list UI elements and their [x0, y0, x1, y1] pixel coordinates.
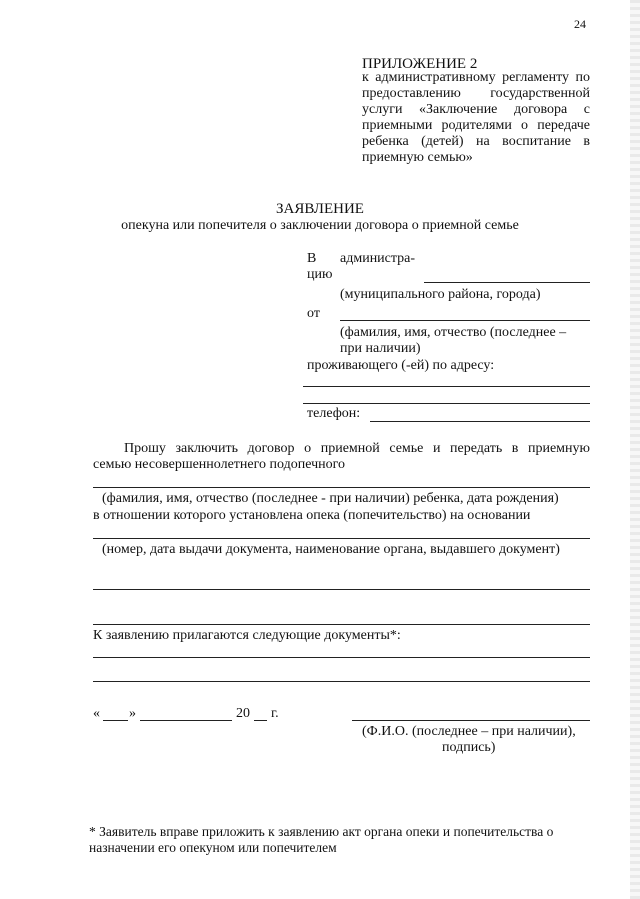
address-field-1[interactable] [303, 386, 590, 387]
request-line-1 [124, 441, 590, 457]
appendix-text [362, 70, 590, 166]
appendix-line: предоставлению государственной [362, 86, 590, 101]
date-year-field[interactable] [254, 720, 267, 721]
residing-label: проживающего (-ей) по адресу: [307, 358, 495, 373]
applicant-name-field[interactable] [340, 320, 590, 321]
date-close-quote: » [129, 706, 136, 721]
document-hint: (номер, дата выдачи документа, наименование органа, выдавшего документ) [102, 542, 560, 557]
from-hint-2: при наличии) [340, 341, 421, 356]
guardianship-basis: в отношении которого установлена опека (попечительство) на основании [93, 508, 531, 523]
year-prefix: 20 [236, 706, 250, 721]
attachments-field-1[interactable] [93, 657, 590, 658]
date-month-field[interactable] [140, 720, 232, 721]
address-field-2[interactable] [303, 403, 590, 404]
scan-edge [630, 0, 640, 899]
to-prefix: В [307, 251, 317, 266]
administration-field[interactable] [424, 282, 590, 283]
request-text: Прошу заключить договор о приемной семье и передать в приемную [124, 441, 590, 456]
appendix-line: к административному регламенту по [362, 70, 590, 85]
name-hint-1: (Ф.И.О. (последнее – при наличии), [362, 724, 576, 739]
footnote-line-2: назначении его опекуном или попечителем [89, 840, 337, 855]
extra-field-1[interactable] [93, 589, 590, 590]
extra-field-2[interactable] [93, 624, 590, 625]
appendix-line: услуги «Заключение договора с [362, 102, 590, 117]
document-field[interactable] [93, 538, 590, 539]
appendix-line: ребенка (детей) на воспитание в [362, 134, 590, 149]
signature-field[interactable] [352, 720, 590, 721]
year-suffix: г. [271, 706, 279, 721]
child-hint: (фамилия, имя, отчество (последнее - при наличии) ребенка, дата рождения) [102, 491, 559, 506]
appendix-line: приемными родителями о передаче [362, 118, 590, 133]
from-prefix: от [307, 306, 320, 321]
to-word: администра- [340, 251, 416, 266]
page-number: 24 [574, 17, 586, 31]
appendix-title: ПРИЛОЖЕНИЕ 2 [362, 56, 478, 72]
request-line-2: семью несовершеннолетнего подопечного [93, 457, 346, 472]
phone-label: телефон: [307, 406, 361, 421]
phone-field[interactable] [370, 421, 590, 422]
to-hint: (муниципального района, города) [340, 287, 541, 302]
from-hint-1: (фамилия, имя, отчество (последнее – [340, 325, 567, 340]
document-subtitle: опекуна или попечителя о заключении договора о приемной семье [121, 218, 519, 233]
document-title: ЗАЯВЛЕНИЕ [276, 201, 364, 217]
to-word-cont: цию [307, 267, 333, 282]
date-day-field[interactable] [103, 720, 128, 721]
date-open-quote: « [93, 706, 100, 721]
child-field[interactable] [93, 487, 590, 488]
name-hint-2: подпись) [442, 740, 496, 755]
appendix-line: приемную семью» [362, 150, 473, 165]
attachments-field-2[interactable] [93, 681, 590, 682]
attachments-label: К заявлению прилагаются следующие документы*: [93, 628, 401, 643]
footnote-line-1: * Заявитель вправе приложить к заявлению акт органа опеки и попечительства о [89, 824, 554, 839]
